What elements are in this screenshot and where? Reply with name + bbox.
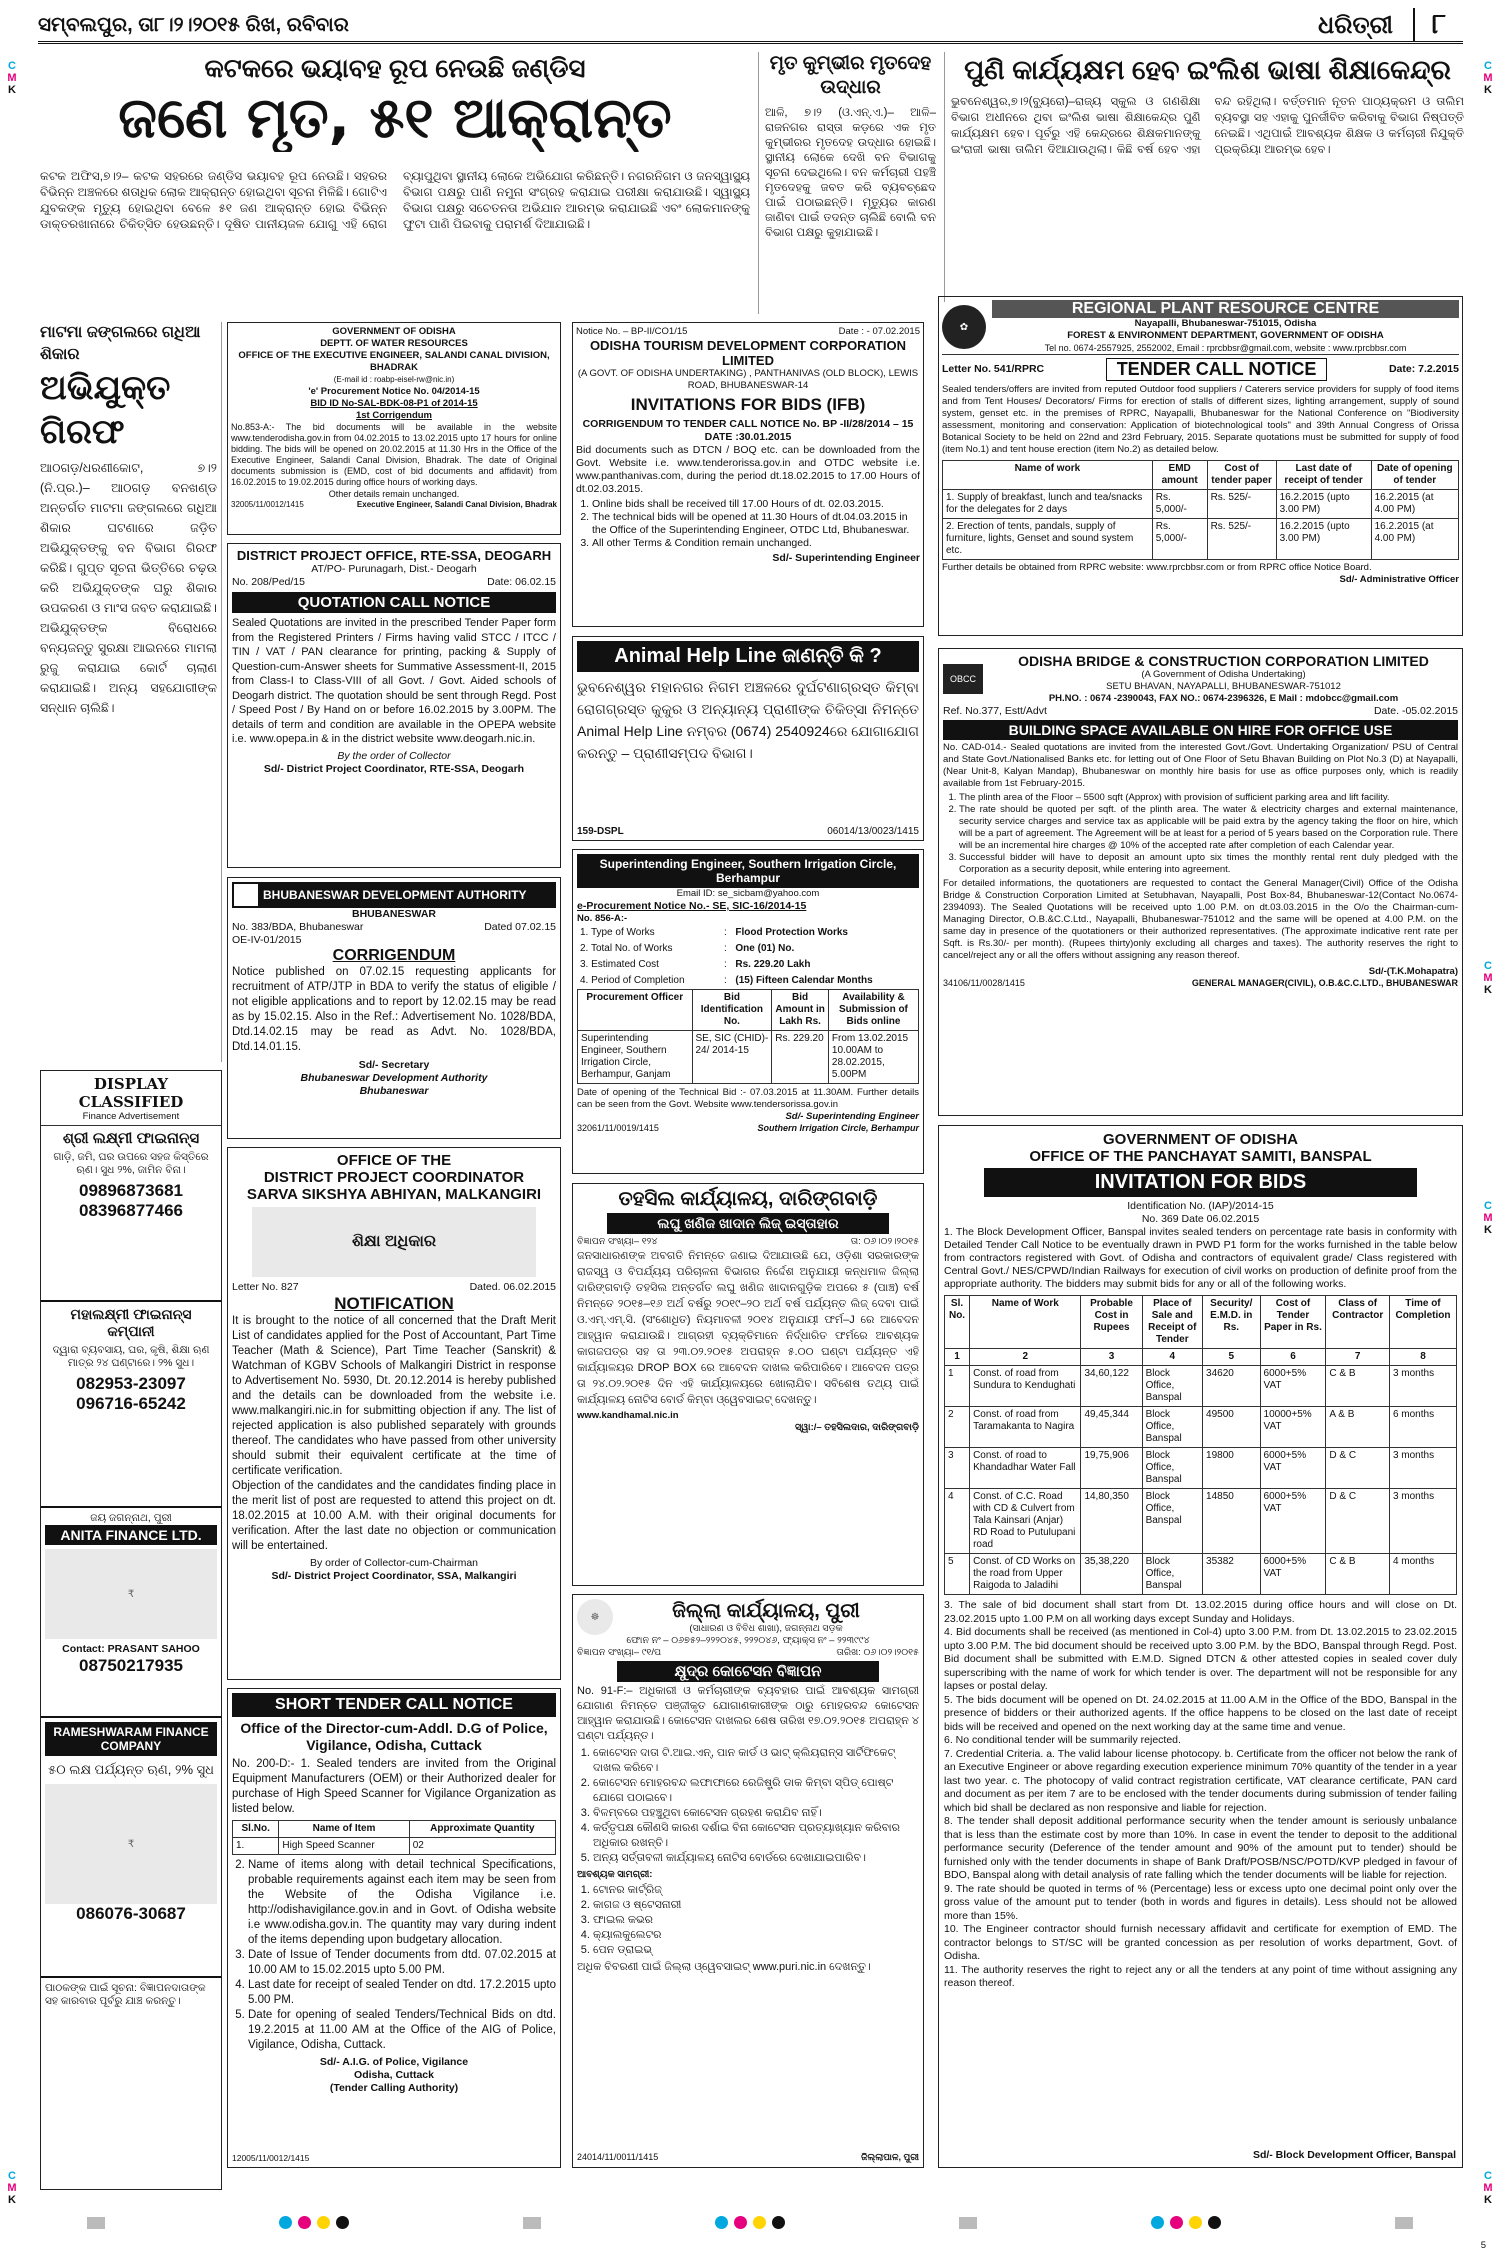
reg-mark-left: C M K [7,60,17,96]
jaundice-headline: ଜଣେ ମୃତ, ୫୧ ଆକ୍ରାନ୍ତ [118,86,672,151]
puri-emblem: ☸ [577,1599,613,1635]
otdc-notice: Notice No. – BP-II/CO1/15 Date : - 07.02.2015 ODISHA TOURISM DEVELOPMENT CORPORATION LIMITED (A GOVT. OF ODISHA UNDERTAKING) , PANTHANIVAS (OLD BLOCK), LEWIS ROAD, BHUBANESWAR-14 INVITATIONS FOR BIDS (IFB) CORRIGENDUM TO TENDER CALL NOTICE No. BP -II/28/2014 – 15 DATE :30.01.2015 Bid documents such as DTCN / BOQ etc. can be downloaded from the Govt. Website i.e. www.tenderorissa.gov.in and OTDC website i.e. www.panthanivas.com, during the period dt.18.02.2015 to 17.00 Hours of dt.02.03.2015. 1. Online bids shall be received till 17.00 Hours of dt. 02.03.2015. 2. The technical bids will be opened at 11.30 Hours of dt.04.03.2015 in the Office of the Superintending Engineer, OTDC Ltd, Bhubaneswar. 3. All other Terms & Condition remain unchanged. Sd/- Superintending Engineer [572,322,924,627]
print-color-bar [0,2210,1500,2240]
rprc-notice: ✿ REGIONAL PLANT RESOURCE CENTRE Nayapalli, Bhubaneswar-751015, Odisha FOREST & ENVIRONMENT DEPARTMENT, GOVERNMENT OF ODISHA Tel no. 0674-2557925, 2552002, Email : rprcbbsr@gmail.com, website : www.rprcbbsr.com Letter No. 541/RPRC TENDER CALL NOTICE Date: 7.2.2015 Sealed tenders/offers are invited from reputed Outdoor food suppliers / Caterers service providers for supply of food items and from Tent Houses/ Decorators/ Firms for erection of stalls of different sizes, lighting arrangement, supply of sound system, genset etc. in the premises of RPRC, Nayapalli, Bhubaneswar for the National Conference on "Biodiversity assessment, monitoring and conservation: Application of biotechnological tools" and 39th Annual Congress of Orissa Botanical Society to be held on 22nd and 23rd February, 2015. Separate quotations must be submitted for supply of food (item No.1) and tent house erection (item No.2) as detailed below. Name of work EMD amount Cost of tender paper Last date of receipt of tender Date of opening of tender 1. Supply of breakfast, lunch and tea/snacks for the delegates for 2 days Rs. 5,000/- Rs. 525/- 16.2.2015 (upto 3.00 PM) 16.2.2015 (at 4.00 PM) 2. Erection of tents, pandals, supply of furniture, lights, Genset and sound system etc. Rs. 5,000/- Rs. 525/- 16.2.2015 (upto 3.00 PM) 16.2.2015 (at 4.00 PM) Further details be obtained from RPRC website: www.rprcbbsr.com or from RPRC office Notice Board. Sd/- Administrative Officer [938,296,1463,636]
reg-mark-right-mid: C M K [1483,960,1493,996]
malkangiri-notice: OFFICE OF THE DISTRICT PROJECT COORDINATOR SARVA SIKSHYA ABHIYAN, MALKANGIRI ଶିକ୍ଷା ଅଧିକାର Letter No. 827 Dated. 06.02.2015 NOTIFICATION It is brought to the notice of all concerned that the Draft Merit List of candidates applied for the Post of Accountant, Part Time Teacher (Math & Science), Part Time Teacher (Sanskrit) & Watchman of KGBV Schools of Malkangiri District in response to Advertisement No. 5930, Dt. 20.12.2014 is hereby published and the details can be downloaded from the website i.e. www.malkangiri.nic.in for submitting objection if any. The list of rejected application is also published separately with grounds thereof. The candidates who have passed from other university should submit their equivalent certificate at the time of certificate verification. Objection of the candidates and the candidates finding place in the merit list of post are requested to attend this project on dt. 18.02.2015 at 10.00 A.M. with their original documents for verification. After the last date no objection or communication will be entertained. By order of Collector-cum-Chairman Sd/- District Project Coordinator, SSA, Malkangiri [227,1147,561,1680]
shiksha-adhikar-logo: ଶିକ୍ଷା ଅଧିକାର [252,1207,536,1277]
display-classified [40,1070,222,2190]
reg-mark-right-bottom: C M K [1483,2170,1493,2206]
classified-ad: ମହାଲକ୍ଷ୍ମୀ ଫାଇନାନ୍ସ କମ୍ପାନୀ ଦ୍ୱାରା ବ୍ୟବସାୟ, ଘର, କୃଷି, ଶିକ୍ଷା ଋଣ ମାତ୍ର ୨୪ ଘଣ୍ଟାରେ। ୨% ସୁଧ। 082953-23097 096716-65242 [41,1302,221,1508]
table-row: 1. Supply of breakfast, lunch and tea/snacks for the delegates for 2 days Rs. 5,000/- Rs. 525/- 16.2.2015 (upto 3.00 PM) 16.2.2015 (at 4.00 PM) [943,490,1459,519]
accused-story [40,322,222,1062]
banspal-points: 3. The sale of bid document shall start from Dt. 13.02.2015 during office hours and will close on Dt. 23.02.2015 upto 1.00 P.M on all working days except Sunday and Holidays. 4. Bid documents shall be received (as mentioned in Col-4) upto 3.00 P.M. from Dt. 13.02.2015 to 23.02.2015 upto 3.00 P.M. The bid document should be received upto 3.00 P.M. by the BDO, Banspal through Regd. Post. Bid document shall be submitted with E.M.D. Signed DTCN & other attested copies in sealed cover duly superscribing with the name of work for which tender is over. The department will not be responsible for any lapses or postal delay. 5. The bids document will be opened on Dt. 24.02.2015 at 11.00 A.M in the Office of the BDO, Banspal in the presence of bidders or their authorized agents. If the office happens to be closed on the last date of receipt bids will be received and opened on the next working day at the same time and venue. 6. No conditional tender will be summarily rejected. 7. Credential Criteria. a. The valid labour license photocopy. b. Certificate from the officer not below the rank of an Executive Engineer or above regarding execution experience minimum 70% quantity of the tender in a year last two year. c. The photocopy of valid contract registration certificate, VAT clearance certificate, PAN card and document as per item 7 are to be enclosed with the tender documents during submission of tender failing which bid shall be declared as non responsive and liable for rejection. 8. The tender shall deposit additional performance security when the tender amount is seriously unbalance that is less than the estimate cost by more than 10%. In case in event the tender to deposit to the additional performance security (Deference of the tender amount and 90% of the amount put to tender) should be furnished only with the tender documents in shape of Bank Draft/POSB/NSC/POTD/KVP pledged in favour of BDO, Banspal along with detail analysis of rate falling which the tender documents will be liable for rejection. 9. The rate should be quoted in terms of % (Percentage) less or excess upto one decimal point only over the gross value of the amount put to tender (both in words and figures in details). Less should not be allowed more than 15%. 10. The Engineer contractor should furnish necessary affidavit and certificate for exemption of EMD. The contractor belongs to ST/SC will be granted concession as per resolution of works department, Govt. of Odisha. 11. The authority reserves the right to reject any or all the tenders at any point of time without assigning any reason thereof. [944,1599,1457,1989]
english-school-body: ଭୁବନେଶ୍ୱର,୭।୨(ବ୍ୟୁରୋ)–ରାଜ୍ୟ ସ୍କୁଲ ଓ ଗଣଶିକ୍ଷା ବିଭାଗ ଅଧୀନରେ ଥିବା ଇଂଲିଶ ଭାଷା ଶିକ୍ଷାକେନ୍ଦ୍ର ପୁଣି କାର୍ଯ୍ୟକ୍ଷମ ହେବ। ପୂର୍ବରୁ ଏହି କେନ୍ଦ୍ରରେ ଶିକ୍ଷକମାନଙ୍କୁ ଇଂରାଜୀ ଭାଷା ତାଲିମ ଦିଆଯାଉଥିଲା। କିଛି ବର୍ଷ ହେବ ଏହା ବନ୍ଦ ରହିଥିଲା। ବର୍ତ୍ତମାନ ନୂତନ ପାଠ୍ୟକ୍ରମ ଓ ତାଲିମ ବ୍ୟବସ୍ଥା ସହ ଏହାକୁ ପୁନର୍ଜୀବିତ କରିବାକୁ ବିଭାଗ ନିଷ୍ପତ୍ତି ନେଇଛି। ଏଥିପାଇଁ ଆବଶ୍ୟକ ଶିକ୍ଷକ ଓ କର୍ମଚାରୀ ନିଯୁକ୍ତି ପ୍ରକ୍ରିୟା ଆରମ୍ଭ ହେବ। [951,96,1464,156]
table-row: 2 Const. of road from Taramakanta to Nagira 49,45,344 Block Office, Banspal 49500 10000+5% VAT A & B 6 months [945,1407,1457,1448]
english-school-story [944,52,1464,302]
rprc-table: Name of work EMD amount Cost of tender paper Last date of receipt of tender Date of opening of tender 1. Supply of breakfast, lunch and tea/snacks for the delegates for 2 days Rs. 5,000/- Rs. 525/- 16.2.2015 (upto 3.00 PM) 16.2.2015 (at 4.00 PM) 2. Erection of tents, pandals, supply of furniture, lights, Genset and sound system etc. Rs. 5,000/- Rs. 525/- 16.2.2015 (upto 3.00 PM) 16.2.2015 (at 4.00 PM) [942,460,1459,560]
jaundice-kicker: କଟକରେ ଭୟାବହ ରୂପ ନେଉଛି ଜଣ୍ଡିସ [204,53,586,83]
reg-mark-left-bottom: C M K [7,2170,17,2206]
table-row: 3 Const. of road to Khandadhar Water Fall 19,75,906 Block Office, Banspal 19800 6000+5% VAT D & C 3 months [945,1448,1457,1489]
vigilance-notice: SHORT TENDER CALL NOTICE Office of the Director-cum-Addl. D.G of Police, Vigilance, Odisha, Cuttack No. 200-D:- 1. Sealed tenders are invited from the Original Equipment Manufacturers (OEM) or their Authorized dealer for purchase of High Speed Scanner for Vigilance Organization as listed below. Sl.No. Name of Item Approximate Quantity 1. High Speed Scanner 02 2. Name of items along with detail technical Specifications, probable requirements against each item may be seen from the Website of the Odisha Vigilance i.e. http://odishavigilance.gov.in and in Govt. of Odisha website i.e www.odisha.gov.in. The quantity may vary during indent of the items depending upon budgetary allocation. 3. Date of Issue of Tender documents from dtd. 07.02.2015 at 10.00 AM to 15.02.2015 upto 5.00 PM. 4. Last date for receipt of sealed Tender on dtd. 17.2.2015 upto 5.00 PM. 5. Date for opening of sealed Tenders/Technical Bids on dtd. 19.2.2015 at 11.00 AM at the Office of the AIG of Police, Vigilance, Odisha, Cuttack. Sd/- A.I.G. of Police, Vigilance Odisha, Cuttack (Tender Calling Authority) 12005/11/0012/1415 [227,1688,561,2168]
vigilance-table: Sl.No. Name of Item Approximate Quantity 1. High Speed Scanner 02 [232,1820,556,1855]
bda-notice: BHUBANESWAR DEVELOPMENT AUTHORITY BHUBANESWAR No. 383/BDA, Bhubaneswar Dated 07.02.15 OE-IV-01/2015 CORRIGENDUM Notice published on 07.02.15 requesting applicants for recruitment of ATP/JTP in BDA to verify the status of eligible / not eligible applications and to report by 12.02.15 may be read as by 15.02.15. Also in the Ref.: Advertisement No. 1028/BDA, Dtd.14.02.15 may be read as Advt. No. 1028/BDA, Dtd.14.01.15. Sd/- Secretary Bhubaneswar Development Authority Bhubaneswar [227,877,561,1139]
puri-notice: ☸ ଜିଲ୍ଲା କାର୍ଯ୍ୟାଳୟ, ପୁରୀ (ସାଧାରଣ ଓ ବିବିଧ ଶାଖା), ଜଗନ୍ନାଥ ସଡ଼କ ଫୋନ ନଂ – ୦୬୭୫୨–୨୨୨୦୪୫, ୨୨୨୦୪୬, ଫ୍ୟାକ୍ସ ନଂ – ୨୨୩୯୯୪ ବିଜ୍ଞାପନ ସଂଖ୍ୟା– ୯୧/ପ ତାରିଖ: ୦୬।୦୨।୨୦୧୫ କ୍ଷୁଦ୍ର କୋଟେସନ ବିଜ୍ଞାପନ No. 91-F:– ଅଧିକାରୀ ଓ କର୍ମଚାରୀଙ୍କ ବ୍ୟବହାର ପାଇଁ ଆବଶ୍ୟକ ସାମଗ୍ରୀ ଯୋଗାଣ ନିମନ୍ତେ ପଞ୍ଜୀକୃତ ଯୋଗାଣକାରୀଙ୍କ ଠାରୁ ମୋହରବନ୍ଦ କୋଟେସନ ଆହ୍ୱାନ କରାଯାଉଛି। କୋଟେସନ ଦାଖଲର ଶେଷ ତାରିଖ ୧୭.୦୨.୨୦୧୫ ଅପରାହ୍ନ ୪ ଘଣ୍ଟା ପର୍ଯ୍ୟନ୍ତ। 1. କୋଟେସନ ଦାତା ଟି.ଆଇ.ଏନ୍, ପାନ କାର୍ଡ ଓ ଭାଟ୍ କ୍ଲିୟରାନ୍ସ ସାର୍ଟିଫିକେଟ୍ ଦାଖଲ କରିବେ। 2. କୋଟେସନ ମୋହରବନ୍ଦ ଲଫାଫାରେ ରେଜିଷ୍ଟ୍ରି ଡାକ କିମ୍ବା ସ୍ପିଡ୍ ପୋଷ୍ଟ ଯୋଗେ ପଠାଇବେ। 3. ବିଳମ୍ବରେ ପହଞ୍ଚୁଥିବା କୋଟେସନ ଗ୍ରହଣ କରାଯିବ ନାହିଁ। 4. କର୍ତ୍ତୃପକ୍ଷ କୌଣସି କାରଣ ଦର୍ଶାଇ ବିନା କୋଟେସନ ପ୍ରତ୍ୟାଖ୍ୟାନ କରିବାର ଅଧିକାର ରଖନ୍ତି। 5. ଅନ୍ୟ ସର୍ତ୍ତାବଳୀ କାର୍ଯ୍ୟାଳୟ ନୋଟିସ ବୋର୍ଡରେ ଦେଖାଯାଇପାରିବ। ଆବଶ୍ୟକ ସାମଗ୍ରୀ: 1. ଟୋନର କାର୍ଟ୍ରିଜ୍ 2. କାଗଜ ଓ ଷ୍ଟେସନାରୀ 3. ଫାଇଲ କଭର 4. କ୍ୟାଲକୁଲେଟର 5. ପେନ ଡ୍ରାଇଭ୍ ଅଧିକ ବିବରଣୀ ପାଇଁ ଜିଲ୍ଲା ଓ୍ୱେବସାଇଟ୍ www.puri.nic.in ଦେଖନ୍ତୁ। 24014/11/0011/1415 ଜିଲ୍ଲାପାଳ, ପୁରୀ [572,1594,924,2168]
reg-mark-right-mid2: C M K [1483,1200,1493,1236]
bda-logo [234,884,258,906]
accused-body: ଆଠଗଡ଼/ଧରଣୀକୋଟ, ୭।୨ (ନି.ପ୍ର.)– ଆଠଗଡ଼ ବନଖଣ୍ଡ ଅନ୍ତର୍ଗତ ମାଟମା ଜଙ୍ଗଲରେ ଗଧିଆ ଶିକାର ଘଟଣାରେ ଜଡ଼ିତ ଅଭିଯୁକ୍ତଙ୍କୁ ବନ ବିଭାଗ ଗିରଫ କରିଛି। ଗୁପ୍ତ ସୂଚନା ଭିତ୍ତିରେ ଚଢ଼ଉ କରି ଅଭିଯୁକ୍ତଙ୍କ ଘରୁ ଶିକାର ଉପକରଣ ଓ ମାଂସ ଜବତ କରାଯାଇଛି। ଅଭିଯୁକ୍ତଙ୍କ ବିରୋଧରେ ବନ୍ୟଜନ୍ତୁ ସୁରକ୍ଷା ଆଇନରେ ମାମଲା ରୁଜୁ କରାଯାଇ କୋର୍ଟ ଚାଲାଣ କରାଯାଇଛି। ଅନ୍ୟ ସହଯୋଗୀଙ୍କ ସନ୍ଧାନ ଚାଲିଛି। [40,461,217,715]
banspal-notice: GOVERNMENT OF ODISHA OFFICE OF THE PANCHAYAT SAMITI, BANSPAL INVITATION FOR BIDS Identification No. (IAP)/2014-15 No. 369 Date 06.02.2015 1. The Block Development Officer, Banspal invites sealed tenders on percentage rate basis in conformity with Detailed Tender Call Notice to be eventually drawn in PWD P1 form for the works furnished in the table below from contractors registered with Govt. of Odisha and contractors of equivalent grade/ Class registered with Central Govt./ NES/CPWD/Indian Railways for execution of civil works on production of definite proof from the appropriate authority. The bidders may submit bids for any or all of the following works. Sl. No. Name of Work Probable Cost in Rupees Place of Sale and Receipt of Tender Security/ E.M.D. in Rs. Cost of Tender Paper in Rs. Class of Contractor Time of Completion 1 2 3 4 5 6 7 8 1 Const. of road from Sundura to Kendughati 34,60,122 Block Office, Banspal 34620 6000+5% VAT C & B 3 months 2 Const. of road from Taramakanta to Nagira 49,45,344 Block Office, Banspal 49500 10000+5% VAT A & B 6 months 3 Const. of road to Khandadhar Water Fall 19,75,906 Block Office, Banspal 19800 6000+5% VAT D & C 3 months 4 Const. of C.C. Road with CD & Culvert from Tala Kainsari (Anjar) RD Road to Putulupani road 14,80,350 Block Office, Banspal 14850 6000+5% VAT D & C 3 months 5 Const. of CD Works on the road from Upper Raigoda to Jaladihi 35,38,220 Block Office, Banspal 35382 6000+5% VAT C & B 4 months 3. The sale of bid document shall start from Dt. 13.02.2015 during office hours and will close on Dt. 23.02.2015 upto 1.00 P.M on all working days except Sunday and Holidays. 4. Bid documents shall be received (as mentioned in Col-4) upto 3.00 P.M. from Dt. 13.02.2015 to 23.02.2015 upto 3.00 P.M. The bid document should be received upto 3.00 P.M. by the BDO, Banspal through Regd. Post. Bid document shall be submitted with E.M.D. Signed DTCN & other attested copies in sealed cover duly superscribing with the name of work for which tender is over. The department will not be responsible for any lapses or postal delay. 5. The bids document will be opened on Dt. 24.02.2015 at 11.00 A.M in the Office of the BDO, Banspal in the presence of bidders or their authorized agents. If the office happens to be closed on the last date of receipt bids will be received and opened on the next working day at the same time and venue. 6. No conditional tender will be summarily rejected. 7. Credential Criteria. a. The valid labour license photocopy. b. Certificate from the officer not below the rank of an Executive Engineer or above regarding execution experience minimum 70% quantity of the tender in a year last two year. c. The photocopy of valid contract registration certificate, VAT clearance certificate, PAN card and document as per item 7 are to be enclosed with the tender documents during submission of tender failing which bid shall be declared as non responsive and liable for rejection. 8. The tender shall deposit additional performance security when the tender amount is seriously unbalance that is less than the estimate cost by more than 10%. In case in event the tender to deposit to the additional performance security (Deference of the tender amount and 90% of the amount put to tender) should be furnished only with the tender documents in shape of Bank Draft/POSB/NSC/POTD/KVP pledged in favour of BDO, Banspal along with detail analysis of rate falling which the tender documents will be liable for rejection. 9. The rate should be quoted in terms of % (Percentage) less or excess upto one decimal point only over the gross value of the amount put to tender (both in words and figures in details). Less should not be allowed more than 15%. 10. The Engineer contractor should furnish necessary affidavit and certificate for exemption of EMD. The contractor belongs to ST/SC will be granted concession as per resolution of works department, Govt. of Odisha. 11. The authority reserves the right to reject any or all the tenders at any point of time without assigning any reason thereof. Sd/- Block Development Officer, Banspal [938,1125,1463,2168]
salandi-notice: GOVERNMENT OF ODISHA DEPTT. OF WATER RESOURCES OFFICE OF THE EXECUTIVE ENGINEER, SALANDI CANAL DIVISION, BHADRAK (E-mail id : roabp-eisel-rw@nic.in) 'e' Procurement Notice No. 04/2014-15 BID ID No-SAL-BDK-08-P1 of 2014-15 1st Corrigendum No.853-A:- The bid documents will be available in the website www.tenderodisha.gov.in from 04.02.2015 to 13.02.2015 upto 17 hours for online bidding. The bids will be opened on 20.02.2015 at 11.30 Hrs in the Office of the Executive Engineer, Salandi Canal Division, Bhadrak. The date of Original documents submission is (EMD, cost of bid documents and affidavit) from 16.02.2015 to 19.02.2015 during office hours of working days. Other details remain unchanged. 32005/11/0012/1415 Executive Engineer, Salandi Canal Division, Bhadrak [227,322,561,535]
table-row: Superintending Engineer, Southern Irrigation Circle, Berhampur, Ganjam SE, SIC (CHID)- 24/ 2014-15 Rs. 229.20 From 13.02.2015 10.00AM to 28.02.2015, 5.00PM [578,1031,919,1084]
finance-ad-image-2: ₹ [45,1784,217,1904]
table-row: 4 Const. of C.C. Road with CD & Culvert from Tala Kainsari (Anjar) RD Road to Putulupani road 14,80,350 Block Office, Banspal 14850 6000+5% VAT D & C 3 months [945,1489,1457,1554]
english-school-headline: ପୁଣି କାର୍ଯ୍ୟକ୍ଷମ ହେବ ଇଂଲିଶ ଭାଷା ଶିକ୍ଷାକେନ୍ଦ୍ର [964,55,1451,85]
tahasil-notice: ତହସିଲ କାର୍ଯ୍ୟାଳୟ, ଦାରିଙ୍ଗବାଡ଼ି ଲଘୁ ଖଣିଜ ଖାଦାନ ଲିଜ୍ ଇସ୍ତାହାର ବିଜ୍ଞାପନ ସଂଖ୍ୟା– ୧୨୪ ତା: ୦୬।୦୨।୨୦୧୫ ଜନସାଧାରଣଙ୍କ ଅବଗତି ନିମନ୍ତେ ଜଣାଇ ଦିଆଯାଉଛି ଯେ, ଓଡ଼ିଶା ସରକାରଙ୍କ ରାଜସ୍ୱ ଓ ବିପର୍ଯ୍ୟୟ ପରିଚାଳନା ବିଭାଗର ନିର୍ଦ୍ଦେଶ ଅନୁଯାୟୀ କନ୍ଧମାଳ ଜିଲ୍ଲା ଦାରିଙ୍ଗବାଡ଼ି ତହସିଲ ଅନ୍ତର୍ଗତ ଲଘୁ ଖଣିଜ ଖାଦାନଗୁଡ଼ିକ ଅପରେ ୫ (ପାଞ୍ଚ) ବର୍ଷ ନିମନ୍ତେ ୨୦୧୫–୧୬ ଅର୍ଥ ବର୍ଷରୁ ୨୦୧୯–୨୦ ଅର୍ଥ ବର୍ଷ ପର୍ଯ୍ୟନ୍ତ ଲିଜ୍ ଦେବା ପାଇଁ ଓ.ଏମ୍.ଏମ୍.ସି. (ସଂଶୋଧିତ) ନିୟମାବଳୀ ୨୦୧୪ ଅନୁଯାୟୀ ଫର୍ମ–J ରେ ଆବେଦନ ଆହ୍ୱାନ କରାଯାଉଛି। ଆଗ୍ରହୀ ବ୍ୟକ୍ତିମାନେ ନିର୍ଦ୍ଧାରିତ ଫର୍ମରେ ଆବଶ୍ୟକ କାଗଜପତ୍ର ସହ ତା ୨୩.୦୨.୨୦୧୫ ଅପରାହ୍ନ ୫.୦୦ ଘଣ୍ଟା ପର୍ଯ୍ୟନ୍ତ ଏହି କାର୍ଯ୍ୟାଳୟର DROP BOX ରେ ଆବେଦନ ଦାଖଲ କରିପାରିବେ। ଆବେଦନ ପତ୍ର ତା ୨୪.୦୨.୨୦୧୫ ଦିନ ଏହି କାର୍ଯ୍ୟାଳୟରେ ଖୋଲାଯିବ। ସବିଶେଷ ତଥ୍ୟ ପାଇଁ କାର୍ଯ୍ୟାଳୟ ନୋଟିସ ବୋର୍ଡ କିମ୍ବା ଓ୍ୱେବସାଇଟ୍ ଦେଖନ୍ତୁ। www.kandhamal.nic.in ସ୍ୱା:/– ତହସିଲଦାର, ଦାରିଙ୍ଗବାଡ଼ି [572,1183,924,1586]
dateline: ସମ୍ବଲପୁର, ତା୮।୨।୨୦୧୫ ରିଖ, ରବିବାର [38,14,349,36]
table-row: 1 Const. of road from Sundura to Kendughati 34,60,122 Block Office, Banspal 34620 6000+5% VAT C & B 3 months [945,1366,1457,1407]
obcc-notice: OBCC ODISHA BRIDGE & CONSTRUCTION CORPORATION LIMITED (A Government of Odisha Undertaking) SETU BHAVAN, NAYAPALLI, BHUBANESWAR-751012 PH.NO. : 0674 -2390043, FAX NO.: 0674-2396326, E Mail : mdobcc@gmail.com Ref. No.377, Estt/Advt Date. -05.02.2015 BUILDING SPACE AVAILABLE ON HIRE FOR OFFICE USE No. CAD-014.- Sealed quotations are invited from the interested Govt./Govt. Undertaking Organization/ PSU of Central and State Govt./Nationalised Banks etc. for letting out of One Floor of Setu Bhavan Building on Plot No.3 (D) at Nayapalli, (Near Unit-8, Kalyan Mandap), Bhubaneswar on monthly hire basis for use as office purposes only, which is readily available from 1st February-2015. 1. The plinth area of the Floor – 5500 sqft (Approx) with provision of sufficient parking area and lift facility. 2. The rate should be quoted per sqft. of the plinth area. The water & electricity charges and external maintenance, security service charges and service tax as applicable will be paid extra by the agency taking the floor on hire, which will be a part of agreement. The Agreement will be at least for a period of 5 years based on the Corporation rule. There will be an incremental hire charges @ 10% of the accepted rate after completion of each Calendar year. 3. Successful bidder will have to deposit an amount upto six times the monthly rental rent duly pledged with the Corporation as a security deposit, while entering into agreement. For detailed informations, the quotationers are requested to contact the General Manager(Civil) Office of the Odisha Bridge & Construction Corporation Limited at Setubhavan, Nayapalli, Post Box-84, Bhubaneswar-12(Contact No.0674-2394093). The Sealed Quotations will be received upto 1.00 P.M. on dt.03.03.2015 in the O/o the Chairman-cum-Managing Director, O.B.&C.C.Ltd., Nayapalli, Bhubaneswar-751012 and the same will be opened at 4.00 P.M. on the same day in presence of the quotationers or their authorized representatives. (The approximate indicative rent rate per Sqft. is Rs.30/- per month). (Rupees thirty)only excluding all charges and taxes). The authority reserves the right to cancel/reject any or all the offers without assigning any reason thereof. Sd/-(T.K.Mohapatra) 34106/11/0028/1415 GENERAL MANAGER(CIVIL), O.B.&C.C.LTD., BHUBANESWAR [938,648,1463,1116]
classified-title: DISPLAY CLASSIFIED [78,1075,184,1111]
animal-helpline: Animal Help Line ଜାଣନ୍ତି କି ? ଭୁବନେଶ୍ୱର ମହାନଗର ନିଗମ ଅଞ୍ଚଳରେ ଦୁର୍ଘଟଣାଗ୍ରସ୍ତ କିମ୍ବା ରୋଗଗ୍ରସ୍ତ କୁକୁର ଓ ଅନ୍ୟାନ୍ୟ ପ୍ରାଣୀଙ୍କ ଚିକିତ୍ସା ନିମନ୍ତେ Animal Help Line ନମ୍ବର (0674) 2540924ରେ ଯୋଗାଯୋଗ କରନ୍ତୁ – ପ୍ରାଣୀସମ୍ପଦ ବିଭାଗ। 159-DSPL 06014/13/0023/1415 [572,636,924,841]
croc-headline: ମୃତ କୁମ୍ଭୀର ମୃତଦେହ ଉଦ୍ଧାର [769,53,932,98]
berhampur-table: Procurement Officer Bid Identification No. Bid Amount in Lakh Rs. Availability & Submission of Bids online Superintending Engineer, Southern Irrigation Circle, Berhampur, Ganjam SE, SIC (CHID)- 24/ 2014-15 Rs. 229.20 From 13.02.2015 10.00AM to 28.02.2015, 5.00PM [577,989,919,1084]
jaundice-body: କଟକ ଅଫିସ,୭।୨– କଟକ ସହରରେ ଜଣ୍ଡିସ ଭୟାବହ ରୂପ ନେଉଛି। ସହରର ବିଭିନ୍ନ ଅଞ୍ଚଳରେ ଶତାଧିକ ଲୋକ ଆକ୍ରାନ୍ତ ହୋଇଥିବା ସୂଚନା ମିଳିଛି। ଗୋଟିଏ ଯୁବକଙ୍କ ମୃତ୍ୟୁ ହୋଇଥିବା ବେଳେ ୫୧ ଜଣ ଆକ୍ରାନ୍ତ ହୋଇ ବିଭିନ୍ନ ଡାକ୍ତରଖାନାରେ ଚିକିତ୍ସିତ ହେଉଛନ୍ତି। ଦୂଷିତ ପାନୀୟଜଳ ଯୋଗୁ ଏହି ରୋଗ ବ୍ୟାପୁଥିବା ସ୍ଥାନୀୟ ଲୋକେ ଅଭିଯୋଗ କରିଛନ୍ତି। ନଗରନିଗମ ଓ ଜନସ୍ୱାସ୍ଥ୍ୟ ବିଭାଗ ପକ୍ଷରୁ ପାଣି ନମୁନା ସଂଗ୍ରହ କରାଯାଇ ପରୀକ୍ଷା କରାଯାଉଛି। ସ୍ୱାସ୍ଥ୍ୟ ବିଭାଗ ପକ୍ଷରୁ ସଚେତନତା ଅଭିଯାନ ଆରମ୍ଭ କରାଯାଇଛି ଏବଂ ଲୋକମାନଙ୍କୁ ଫୁଟା ପାଣି ପିଇବାକୁ ପରାମର୍ଶ ଦିଆଯାଇଛି। [40,169,750,231]
accused-headline: ଅଭିଯୁକ୍ତ ଗିରଫ [40,369,171,451]
table-row: 5 Const. of CD Works on the road from Upper Raigoda to Jaladihi 35,38,220 Block Office, Banspal 35382 6000+5% VAT C & B 4 months [945,1554,1457,1595]
banspal-table: Sl. No. Name of Work Probable Cost in Rupees Place of Sale and Receipt of Tender Security/ E.M.D. in Rs. Cost of Tender Paper in Rs. Class of Contractor Time of Completion 1 2 3 4 5 6 7 8 1 Const. of road from Sundura to Kendughati 34,60,122 Block Office, Banspal 34620 6000+5% VAT C & B 3 months 2 Const. of road from Taramakanta to Nagira 49,45,344 Block Office, Banspal 49500 10000+5% VAT A & B 6 months 3 Const. of road to Khandadhar Water Fall 19,75,906 Block Office, Banspal 19800 6000+5% VAT D & C 3 months 4 Const. of C.C. Road with CD & Culvert from Tala Kainsari (Anjar) RD Road to Putulupani road 14,80,350 Block Office, Banspal 14850 6000+5% VAT D & C 3 months 5 Const. of CD Works on the road from Upper Raigoda to Jaladihi 35,38,220 Block Office, Banspal 35382 6000+5% VAT C & B 4 months [944,1295,1457,1595]
page-number: ୮ [1413,8,1463,41]
masthead: ଧରିତ୍ରୀ [1318,10,1393,39]
classified-ad: RAMESHWARAM FINANCE COMPANY ୫୦ ଲକ୍ଷ ପର୍ଯ୍ୟନ୍ତ ଋଣ, ୨% ସୁଧ ₹ 086076-30687 [41,1718,221,1978]
finance-ad-image: ₹ [45,1549,217,1639]
rprc-logo: ✿ [942,305,986,349]
classified-note: ପାଠକଙ୍କ ପାଇଁ ସୂଚନା: ବିଜ୍ଞାପନଦାତାଙ୍କ ସହ କାରବାର ପୂର୍ବରୁ ଯାଞ୍ଚ କରନ୍ତୁ। [45,1982,206,2007]
obcc-logo: OBCC [943,664,983,694]
rte-deogarh-notice: DISTRICT PROJECT OFFICE, RTE-SSA, DEOGARH AT/PO- Purunagarh, Dist.- Deogarh No. 208/Ped/15 Date: 06.02.15 QUOTATION CALL NOTICE Sealed Quotations are invited in the prescribed Tender Paper form from the Registered Printers / Firms having valid STCC / ITCC / TIN / VAT / PAN clearance for printing, packing & Supply of Question-cum-Answer sheets for Summative Assessment-II, 2015 from Class-I to Class-VIII of all Govt. / Govt. Aided schools of Deogarh district. The quotation should be sent through Regd. Post / Speed Post / By Hand on or before 16.02.2015 by 3.00PM. The details of term and condition are available in the OPEPA website i.e. www.opepa.in & in the district website www.deogarh.nic.in. By the order of Collector Sd/- District Project Coordinator, RTE-SSA, Deogarh [227,543,561,868]
croc-body: ଆଳି, ୭।୨ (ଓ.ଏନ୍‌.ଏ.)– ଆଳି–ରାଜନଗର ରାସ୍ତା କଡ଼ରେ ଏକ ମୃତ କୁମ୍ଭୀରର ମୃତଦେହ ଉଦ୍ଧାର ହୋଇଛି। ସ୍ଥାନୀୟ ଲୋକେ ଦେଖି ବନ ବିଭାଗକୁ ସୂଚନା ଦେଇଥିଲେ। ବନ କର୍ମଚାରୀ ପହଞ୍ଚି ମୃତଦେହକୁ ଜବତ କରି ବ୍ୟବଚ୍ଛେଦ ପାଇଁ ପଠାଇଛନ୍ତି। ମୃତ୍ୟୁର କାରଣ ଜାଣିବା ପାଇଁ ତଦନ୍ତ ଚାଲିଛି ବୋଲି ବନ ବିଭାଗ ପକ୍ଷରୁ କୁହାଯାଇଛି। [765,107,936,239]
table-row: 1. High Speed Scanner 02 [233,1838,556,1855]
reg-mark-right: C M K [1483,60,1493,96]
accused-kicker: ମାଟମା ଜଙ୍ଗଲରେ ଗଧିଆ ଶିକାର [40,324,201,363]
berhampur-notice: Superintending Engineer, Southern Irrigation Circle, Berhampur Email ID: se_sicbam@yahoo.com e-Procurement Notice No.- SE, SIC-16/2014-15 No. 856-A:- 1. Type of Works : Flood Protection Works 2. Total No. of Works : One (01) No. 3. Estimated Cost : Rs. 229.20 Lakh 4. Period of Completion : (15) Fifteen Calendar Months Procurement Officer Bid Identification No. Bid Amount in Lakh Rs. Availability & Submission of Bids online Superintending Engineer, Southern Irrigation Circle, Berhampur, Ganjam SE, SIC (CHID)- 24/ 2014-15 Rs. 229.20 From 13.02.2015 10.00AM to 28.02.2015, 5.00PM Date of opening of the Technical Bid :- 07.03.2015 at 11.30AM. Further details can be seen from the Govt. Website www.tendersorissa.gov.in Sd/- Superintending Engineer 32061/11/0019/1415 Southern Irrigation Circle, Berhampur [572,849,924,1174]
croc-story [758,52,936,314]
classified-subtitle: Finance Advertisement [41,1111,221,1126]
table-row: 2. Erection of tents, pandals, supply of furniture, lights, Genset and sound system etc. Rs. 5,000/- Rs. 525/- 16.2.2015 (upto 3.00 PM) 16.2.2015 (at 4.00 PM) [943,519,1459,560]
page-header [38,8,1463,44]
page-marker: 5 [1480,2240,1486,2251]
classified-ad: ଶ୍ରୀ ଲକ୍ଷ୍ମୀ ଫାଇନାନ୍ସ ଗାଡ଼ି, ଜମି, ଘର ଉପରେ ସହଜ କିସ୍ତିରେ ଋଣ। ସୁଧ ୨%, ଜାମିନ ବିନା। 09896873681 08396877466 [41,1126,221,1302]
classified-ad: ଜୟ ଜଗନ୍ନାଥ, ପୁରୀ ANITA FINANCE LTD. ₹ Contact: PRASANT SAHOO 08750217935 [41,1508,221,1718]
jaundice-story [40,52,750,314]
